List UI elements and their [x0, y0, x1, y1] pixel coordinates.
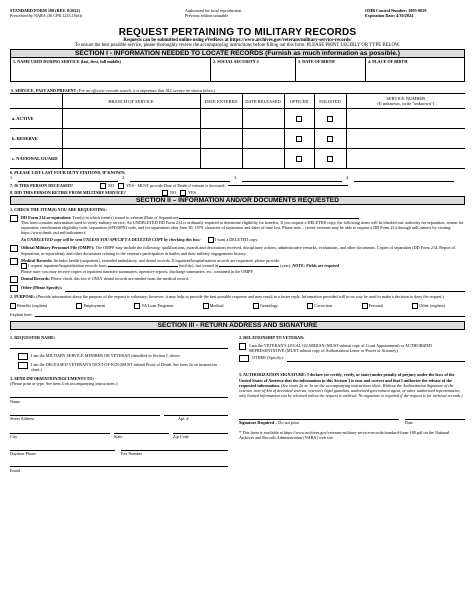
- relationship-opt2: [239, 355, 465, 362]
- service-note: (For an effective records search, it is important that ALL service be shown below.): [77, 88, 216, 93]
- active-enlisted-cell: [314, 109, 346, 129]
- retired-row: [10, 189, 465, 196]
- city-labels: [10, 434, 228, 439]
- reserve-released-cell[interactable]: [242, 129, 284, 149]
- row-reserve-label: b. RESERVE: [10, 129, 62, 149]
- authorized-note: Authorized for local reproduction: [185, 8, 242, 13]
- form-footnote: * This form is available at https://www.archives.gov/veterans-military-service-records/standard-form-180.pdf on the National Archives and Records Administration (NARA) web site.: [239, 429, 450, 440]
- ssn-field[interactable]: [211, 58, 296, 81]
- purpose-genealogy[interactable]: [253, 303, 278, 309]
- other-field[interactable]: [65, 285, 465, 292]
- requester-opt2-label: I am the DECEASED VETERAN'S NEXT-OF-KIN (MUST submit Proof of Death. See item 2a on instruction sheet.): [30, 362, 217, 373]
- duty-station-3-field[interactable]: [242, 175, 342, 182]
- purpose-employment[interactable]: [76, 303, 105, 309]
- purpose-label: 2. PURPOSE:: [10, 294, 36, 300]
- retired-no-checkbox[interactable]: [162, 190, 168, 196]
- section3-title: SECTION III - RETURN ADDRESS AND SIGNATURE: [10, 321, 465, 330]
- dob-field[interactable]: [296, 58, 366, 81]
- reserve-enlisted-cell: [314, 129, 346, 149]
- deceased-yes-checkbox[interactable]: [118, 183, 124, 189]
- signature-labels: [239, 420, 465, 425]
- expiration-date: Expiration Date: 4/30/2024: [365, 13, 414, 19]
- requester-opt2-checkbox[interactable]: [18, 362, 28, 369]
- guard-svcnum-cell[interactable]: [346, 149, 465, 169]
- active-released-cell[interactable]: [242, 109, 284, 129]
- mail-name-label: Name: [10, 399, 20, 405]
- guard-branch-cell[interactable]: [62, 149, 200, 169]
- street-labels: [10, 416, 228, 421]
- state-field[interactable]: [114, 426, 169, 434]
- section3-left: [10, 335, 228, 474]
- col-date-released: DATE RELEASED: [242, 94, 284, 109]
- apt-label: Apt. #: [178, 416, 189, 422]
- dental-option: [10, 276, 465, 283]
- purpose-correction-checkbox[interactable]: [307, 303, 313, 309]
- retired-label: 8. DID THIS PERSON RETIRE FROM MILITARY SERVICE?: [10, 190, 126, 196]
- relationship-other-field[interactable]: [287, 355, 465, 362]
- col-service-number-note: (If unknown, write "unknown"): [377, 101, 435, 107]
- fields-required-note: NOTE: Fields are required: [292, 263, 340, 269]
- phone-field[interactable]: [10, 443, 115, 451]
- reserve-officer-cell: [284, 129, 314, 149]
- street-field[interactable]: [10, 408, 160, 416]
- date-label: Date: [405, 420, 413, 426]
- dd214-option: [10, 215, 465, 244]
- pob-field-label: 4. PLACE OF BIRTH: [368, 59, 408, 64]
- purpose-medical-label: Medical: [209, 302, 224, 308]
- phone-label: Daytime Phone: [10, 450, 36, 456]
- service-table: [10, 93, 465, 169]
- purpose-personal-checkbox[interactable]: [362, 303, 368, 309]
- purpose-correction-label: Correction: [314, 302, 333, 308]
- col-service-number: [346, 94, 465, 109]
- omb-number: OMB Control Number: 3095-0029: [365, 8, 427, 13]
- deceased-row: [10, 182, 465, 189]
- email-label: Email: [10, 468, 21, 474]
- deceased-yes-label: YES - MUST provide Date of Death if veteran is deceased:: [126, 183, 226, 189]
- relationship-opt1-label: I am the VETERAN'S LEGAL GUARDIAN (MUST submit copy of Court Appointment) or AUTHORIZED REPRESENTATIVE (MUST submit copy of Authorization Letter or Power of Attorney): [249, 342, 432, 354]
- duty-station-4-field[interactable]: [354, 175, 454, 182]
- duty-station-4-label: 4.: [346, 175, 350, 181]
- duty-station-1-field[interactable]: [18, 175, 118, 182]
- section1-row1: [10, 58, 465, 82]
- other-option: [10, 285, 465, 292]
- section2-title: SECTION II – INFORMATION AND/OR DOCUMENTS REQUESTED: [10, 196, 465, 205]
- send-to-note: (Please print or type. See item 4 on accompanying instructions.): [10, 380, 118, 386]
- zip-field[interactable]: [173, 426, 228, 434]
- deleted-copy-checkbox[interactable]: [208, 237, 214, 243]
- apt-field[interactable]: [164, 408, 228, 416]
- purpose-medical-checkbox[interactable]: [203, 303, 209, 309]
- zip-label: Zip Code: [173, 433, 189, 439]
- guard-entered-cell[interactable]: [200, 149, 242, 169]
- requester-opt1-checkbox[interactable]: [18, 353, 28, 360]
- dental-title: Dental Records:: [21, 276, 50, 282]
- purpose-va-loan[interactable]: [134, 303, 173, 309]
- active-officer-cell: [284, 109, 314, 129]
- row-guard-label: c. NATIONAL GUARD: [10, 149, 62, 169]
- deceased-no-checkbox[interactable]: [100, 183, 106, 189]
- state-label: State: [114, 433, 123, 439]
- year-field[interactable]: [219, 266, 279, 267]
- relationship-opt1: [239, 343, 465, 353]
- medical-checkbox[interactable]: [10, 258, 18, 265]
- ompf-checkbox[interactable]: [10, 245, 18, 252]
- active-officer-checkbox[interactable]: [296, 116, 302, 122]
- city-field[interactable]: [10, 426, 110, 434]
- retired-yes-checkbox[interactable]: [180, 190, 186, 196]
- purpose-employment-checkbox[interactable]: [76, 303, 82, 309]
- service-label: 5. SERVICE, PAST AND PRESENT: [11, 88, 77, 93]
- fax-field[interactable]: [121, 443, 228, 451]
- ompf-option: [10, 245, 465, 255]
- reserve-branch-cell[interactable]: [62, 129, 200, 149]
- relationship-opt2-label: OTHER (Specify):: [252, 355, 284, 361]
- year-label: (year).: [280, 263, 292, 269]
- street-label: Street Address: [10, 416, 35, 422]
- purpose-genealogy-checkbox[interactable]: [253, 303, 259, 309]
- purpose-employment-label: Employment: [83, 302, 106, 308]
- date-of-death-field[interactable]: [228, 185, 348, 186]
- purpose-benefits-label: Benefits (explain): [17, 302, 48, 308]
- purpose-medical[interactable]: [203, 303, 224, 309]
- undeleted-row: [21, 237, 465, 243]
- other-title: Other (Please Specify):: [21, 285, 63, 291]
- reserve-svcnum-cell[interactable]: [346, 129, 465, 149]
- requester-opt1-label: I am the MILITARY SERVICE MEMBER OR VETERAN identified in Section I, above.: [31, 353, 181, 359]
- email-field[interactable]: [10, 459, 228, 467]
- form-header: [10, 6, 465, 26]
- medical-title: Medical Records:: [21, 257, 53, 263]
- signature-row: [239, 412, 465, 420]
- ompf-title: Official Military Personnel File (OMPF):: [21, 245, 95, 251]
- active-svcnum-cell[interactable]: [346, 109, 465, 129]
- active-enlisted-checkbox[interactable]: [327, 116, 333, 122]
- relationship-opt2-checkbox[interactable]: [239, 355, 249, 362]
- purpose-other-label: Other (explain): [419, 302, 445, 308]
- send-to-label: 3. SEND INFORMATION/DOCUMENTS TO:: [10, 375, 94, 381]
- duty-stations-row: [10, 175, 465, 182]
- deceased-label: 7. IS THIS PERSON DECEASED?: [10, 183, 74, 189]
- facility-field[interactable]: [108, 266, 178, 267]
- purpose-block: [10, 294, 465, 299]
- signature-note: – Do not print: [275, 420, 299, 426]
- dental-checkbox[interactable]: [10, 276, 18, 283]
- guard-enlisted-cell: [314, 149, 346, 169]
- requester-opt2: [10, 362, 228, 372]
- authorization-instructions: (See items 2a or 3a on the accompanying instructions sheet. Without the Authorization Signature of the veteran, next-of-kin of deceased veteran, veteran's legal guardian, authorized government agent, or other authorized representative, only limited information can be released unless the request is archival. No signature is required if the request is for archival records.): [239, 382, 463, 399]
- signature-field[interactable]: [239, 412, 399, 420]
- col-enlisted: ENLISTED: [314, 94, 346, 109]
- col-branch: BRANCH OF SERVICE: [62, 94, 200, 109]
- mail-name-field[interactable]: [10, 388, 228, 398]
- undeleted-note: An UNDELETED copy will be sent UNLESS YOU SPECIFY A DELETED COPY by checking this box:: [21, 237, 201, 243]
- purpose-personal[interactable]: [362, 303, 383, 309]
- reserve-officer-checkbox[interactable]: [296, 136, 302, 142]
- city-row: [10, 426, 228, 434]
- purpose-other[interactable]: [412, 303, 445, 309]
- street-row: [10, 408, 228, 416]
- authorization-label: 5. AUTHORIZATION SIGNATURE:: [239, 372, 307, 378]
- date-field[interactable]: [405, 412, 465, 420]
- purpose-options: [10, 303, 465, 309]
- prescribed-by: Prescribed by NARA (36 CFR 1233.18(d)): [10, 13, 83, 19]
- active-entered-cell[interactable]: [200, 109, 242, 129]
- guard-officer-checkbox[interactable]: [296, 156, 302, 162]
- active-branch-cell[interactable]: [62, 109, 200, 129]
- dental-description: Please check this box if ONLY dental records are needed from the medical record.: [49, 276, 189, 282]
- authorization-block: [239, 372, 465, 398]
- service-table-corner: [10, 94, 62, 109]
- section1-title: SECTION I - INFORMATION NEEDED TO LOCATE RECORDS (Furnish as much information as possible.): [10, 49, 465, 58]
- col-date-entered: DATE ENTERED: [200, 94, 242, 109]
- purpose-genealogy-label: Genealogy: [259, 302, 278, 308]
- explain-label: Explain here:: [10, 311, 33, 317]
- purpose-va-loan-label: VA Loan Programs: [141, 302, 174, 308]
- duty-station-2-label: 2.: [122, 175, 126, 181]
- deleted-copy-label: I want a DELETED copy.: [214, 237, 259, 243]
- purpose-description: (Provide information about the purpose of the request is voluntary; however, it may help to provide the best possible response and may result in a faster reply. Information provided will in no way be used to make a decision to deny the request.): [35, 294, 445, 300]
- authorization-declaration: I declare (or certify, verify, or state) under penalty of perjury under the laws of the United States of America that the information in this Section 3 is true and correct and that I authorize the release of the requested information.: [239, 372, 455, 388]
- explain-row: [10, 312, 465, 317]
- guard-released-cell[interactable]: [242, 149, 284, 169]
- dd214-years-label: Year(s) in which form(s) issued to veteran (Date of Separation):: [71, 214, 180, 220]
- retired-yes-label: YES: [188, 190, 196, 196]
- phone-row: [10, 443, 228, 451]
- requester-opt1: [10, 353, 228, 360]
- deceased-no-label: NO: [108, 183, 115, 189]
- items-requested-label: 1. CHECK THE ITEM(S) YOU ARE REQUESTING:: [10, 207, 107, 213]
- section3-right: [239, 335, 465, 474]
- explain-field[interactable]: [35, 312, 465, 317]
- phone-labels: [10, 451, 228, 456]
- purpose-va-loan-checkbox[interactable]: [134, 303, 140, 309]
- facility-label: (facility), last treated in: [178, 263, 219, 269]
- medical-description: Includes health (outpatient), extended ambulatory, and dental records. If inpatient/hospitalization records are requested, please provide:: [52, 257, 281, 263]
- requester-name-field[interactable]: [10, 340, 228, 349]
- dd214-description: This form contains information used to verify military service. An UNDELETED DD Form 214 is ordinarily required to determine eligibility for benefits. If you request a DELETED copy, the following items will be blacked out: authority for separation, reason for separation, reenlistment eligibility code, separation (SPD/SPN) code, and for separations after June 30, 1979, character of separation and dates of time lost. Please note – recent veterans may be able to request a DD Form 214 through milConnect by visiting: https://www.dmdc.osd.mil/milconnect/: [21, 219, 464, 236]
- dd214-checkbox[interactable]: [10, 215, 18, 222]
- form-id: STANDARD FORM 180 (REV. 8/2022): [10, 8, 80, 13]
- purpose-personal-label: Personal: [368, 302, 383, 308]
- pob-field[interactable]: [366, 58, 464, 81]
- city-label: City: [10, 433, 18, 439]
- reserve-enlisted-checkbox[interactable]: [327, 136, 333, 142]
- medical-option: [10, 258, 465, 274]
- retired-no-label: NO: [170, 190, 177, 196]
- row-active-label: a. ACTIVE: [10, 109, 62, 129]
- name-field-label: 1. NAME USED DURING SERVICE (last, first, full middle): [13, 59, 121, 64]
- col-officer: OFFICER: [284, 94, 314, 109]
- duty-station-1-label: 1.: [10, 175, 14, 181]
- inpatient-label: I request inpatient/hospitalization records from: [28, 263, 107, 269]
- duty-stations-label: 6. PLEASE LIST LAST FOUR DUTY STATIONS, IF KNOWN:: [10, 170, 126, 176]
- reserve-entered-cell[interactable]: [200, 129, 242, 149]
- section3-body: [10, 335, 465, 474]
- medical-note: Please note: you may receive copies of inpatient narrative summaries, operative reports, discharge summaries, etc. contained in the OMPF.: [21, 269, 254, 275]
- purpose-correction[interactable]: [307, 303, 332, 309]
- edition-note: Previous edition unusable: [185, 13, 229, 19]
- instructions-note: To ensure the best possible service, please thoroughly review the accompanying instructions before filling out this form. PLEASE PRINT LEGIBLY OR TYPE BELOW.: [74, 43, 401, 48]
- requester-name-label: 1. REQUESTER NAME:: [10, 334, 56, 340]
- signature-label: Signature Required: [239, 420, 275, 426]
- purpose-benefits-checkbox[interactable]: [10, 303, 16, 309]
- duty-station-2-field[interactable]: [130, 175, 230, 182]
- relationship-opt1-checkbox[interactable]: [239, 343, 246, 350]
- form-page: [10, 6, 465, 473]
- ompf-description: The OMPF may include the following: qualifications, awards and decorations received, disciplinary actions, administrative remarks, evaluations, and other documents. Copies of separation (DD Form 214, Report of Separation, or equivalent), and other documents relating to the veteran's participation in battles and their military engagements history.: [21, 245, 456, 256]
- col-service-number-label: SERVICE NUMBER: [386, 96, 426, 102]
- online-note: Requests can be submitted online using eVetRecs at https://www.archives.gov/veterans/military-service-records/: [123, 38, 352, 43]
- ssn-field-label: 2. SOCIAL SECURITY #: [213, 59, 259, 64]
- relationship-label: 2. RELATIONSHIP TO VETERAN:: [239, 334, 305, 340]
- fax-label: Fax Number: [121, 450, 143, 456]
- dd214-years-field[interactable]: [179, 218, 359, 219]
- duty-station-3-label: 3.: [234, 175, 238, 181]
- name-field[interactable]: [11, 58, 211, 81]
- purpose-other-checkbox[interactable]: [412, 303, 418, 309]
- purpose-benefits[interactable]: [10, 303, 47, 309]
- other-checkbox[interactable]: [10, 285, 18, 292]
- dob-field-label: 3. DATE OF BIRTH: [298, 59, 335, 64]
- form-title: REQUEST PERTAINING TO MILITARY RECORDS: [118, 27, 357, 38]
- guard-enlisted-checkbox[interactable]: [327, 156, 333, 162]
- guard-officer-cell: [284, 149, 314, 169]
- dd214-title: DD Form 214 or equivalent:: [21, 214, 72, 220]
